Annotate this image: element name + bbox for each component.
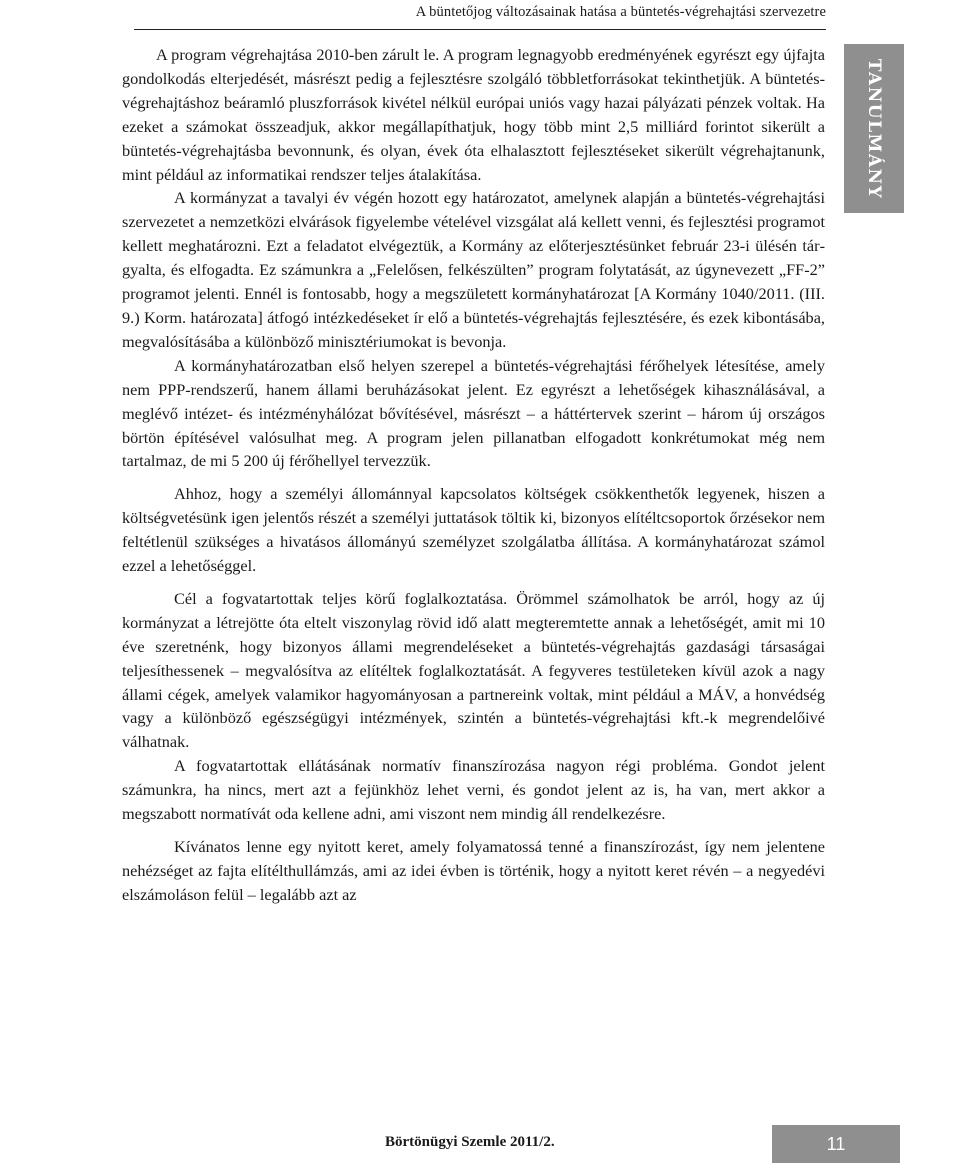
- paragraph-3: A kormányhatározatban első helyen szerepel a büntetés-végrehajtási férőhelyek létesítése, amely nem PPP-rendszerű, hanem állami beruházásokat jelent. Ez egyrészt a lehetőségek kihasználásával, a meglévő intézet- és intézményhálózat bővítésével, másrészt – a háttértervek szerint – három új országos börtön építésével valósulhat meg. A program jelen pillanatban elfogadott konkrétumokat még nem tartalmaz, de mi 5 200 új férőhellyel tervezzük.: [122, 355, 825, 471]
- paragraph-2: A kormányzat a tavalyi év végén hozott egy határozatot, amelynek alapján a büntetés-végrehajtási szervezetet a nemzetközi elvárások figyelembe vételével vizsgálat alá kellett venni, és fejlesztési programot kellett meghatározni. Ezt a feladatot elvégeztük, a Kormány az előterjesztésünket február 23-i ülésén tárgyalta, és elfogadta. Ez számunkra a „Felelősen, felkészülten” program folytatását, az úgynevezett „FF-2” programot jelenti. Ennél is fontosabb, hogy a megszületett kormányhatározat [A Kormány 1040/2011. (III. 9.) Korm. határozata] átfogó intézkedéseket ír elő a büntetés-végrehajtás fejlesztésére, és ezek kibontásába, megvalósításába a különböző minisztériumokat is bevonja.: [122, 188, 825, 351]
- section-tab: [844, 44, 904, 213]
- paragraph-7: Kívánatos lenne egy nyitott keret, amely folyamatossá tenné a finanszírozást, így nem jelentene nehézséget az fajta elítélthullámzás, ami az idei évben is történik, hogy a nyitott keret révén – a negyedévi elszámoláson felül – legalább azt az: [122, 837, 825, 904]
- section-tab-label: TANULMÁNY: [864, 58, 884, 199]
- paragraph-6: A fogvatartottak ellátásának normatív finanszírozása nagyon régi probléma. Gondot jelent számunkra, ha nincs, mert azt a fejünkhöz lehet verni, és gondot jelent az is, ha van, mert akkor a megszabott normatívát oda kellene adni, ami viszont nem mindig áll rendelkezésre.: [122, 756, 825, 824]
- footer-journal-title: Börtönügyi Szemle 2011/2.: [385, 1134, 555, 1150]
- page-number-badge: 11: [772, 1125, 900, 1163]
- paragraph-5: Cél a fogvatartottak teljes körű foglalkoztatása. Örömmel számolhatok be arról, hogy az új kormányzat a létrejötte óta eltelt viszonylag rövid idő alatt megteremtette annak a lehetőségét, amit mi 10 éve szeretnénk, hogy bizonyos állami megrendeléseket a büntetés-végrehajtás gazdasági társaságai teljesíthessenek – megvalósítva az elítéltek foglalkoztatását. A fegyveres testületeken kívül azok a nagy állami cégek, amelyek valamikor hagyományosan a partnereink voltak, mint például a MÁV, a honvédség vagy a különböző egészségügyi intézmények, szintén a büntetés-végrehajtási kft.-k megrendelőivé válhatnak.: [122, 588, 825, 752]
- article-body: [122, 43, 825, 907]
- paragraph-4: Ahhoz, hogy a személyi állománnyal kapcsolatos költségek csökkenthetők legyenek, hiszen a költségvetésünk igen jelentős részét a személyi juttatások töltik ki, bizonyos elítéltcsoportok őrzésekor nem feltétlenül szükséges a hivatásos állományú személyzet szolgálatba állítása. A kormányhatározat számol ezzel a lehetőséggel.: [122, 484, 825, 576]
- running-header-title: A büntetőjog változásainak hatása a büntetés-végrehajtási szervezetre: [415, 4, 826, 20]
- paragraph-1: A program végrehajtása 2010-ben zárult le. A program legnagyobb eredményének egyrészt egy újfajta gondolkodás elterjedését, másrészt pedig a fejlesztésre szolgáló többletforrásokat tekinthetjük. A büntetés-végrehajtáshoz beáramló pluszforrások kivétel nélkül európai uniós vagy hazai pályázati pénzek voltak. Ha ezeket a számokat összeadjuk, akkor megállapíthatjuk, hogy több mint 2,5 milliárd forintot sikerült a büntetés-végrehajtásba bevonnunk, és olyan, évek óta elhalasztott fejlesztéseket sikerült végrehajtanunk, mint például az informatikai rendszer teljes átalakítása.: [122, 45, 825, 184]
- header-rule: [134, 29, 826, 30]
